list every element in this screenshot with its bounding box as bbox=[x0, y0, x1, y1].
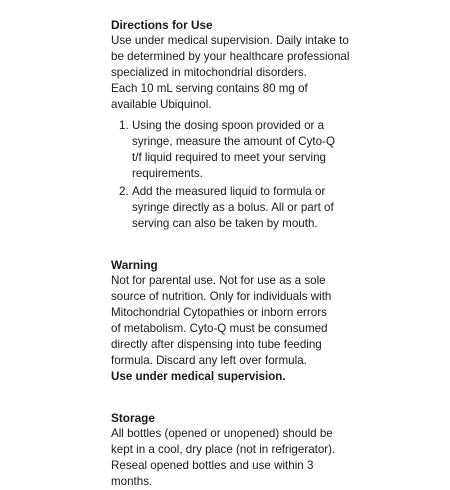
storage-line: kept in a cool, dry place (not in refrigerator). bbox=[111, 443, 336, 456]
step-number: 1. bbox=[119, 119, 129, 132]
step-line: Add the measured liquid to formula or bbox=[132, 185, 326, 198]
warning-heading: Warning bbox=[111, 258, 158, 272]
directions-intro bbox=[111, 33, 361, 113]
step-line: Using the dosing spoon provided or a bbox=[132, 119, 325, 132]
directions-step-1 bbox=[111, 118, 361, 182]
storage-line: Reseal opened bottles and use within 3 bbox=[111, 459, 314, 472]
step-line: syringe directly as a bolus. All or part of bbox=[132, 201, 334, 214]
label-text-panel bbox=[111, 17, 361, 490]
warning-line: Not for parental use. Not for use as a sole bbox=[111, 274, 326, 287]
storage-section bbox=[111, 410, 361, 490]
step-line: serving can also be taken by mouth. bbox=[132, 217, 318, 230]
directions-intro-line: be determined by your healthcare professional bbox=[111, 50, 350, 63]
warning-line: source of nutrition. Only for individuals with bbox=[111, 290, 332, 303]
warning-section bbox=[111, 257, 361, 385]
storage-heading: Storage bbox=[111, 411, 155, 425]
directions-heading: Directions for Use bbox=[111, 18, 213, 32]
warning-line: directly after dispensing into tube feeding bbox=[111, 338, 322, 351]
warning-line: formula. Discard any left over formula. bbox=[111, 354, 307, 367]
step-line: requirements. bbox=[132, 167, 203, 180]
warning-line: Mitochondrial Cytopathies or inborn errors bbox=[111, 306, 327, 319]
directions-intro-line: specialized in mitochondrial disorders. bbox=[111, 66, 307, 79]
step-number: 2. bbox=[119, 185, 129, 198]
warning-line: of metabolism. Cyto-Q must be consumed bbox=[111, 322, 328, 335]
step-line: syringe, measure the amount of Cyto-Q bbox=[132, 135, 335, 148]
directions-intro-line: Use under medical supervision. Daily intake to bbox=[111, 34, 349, 47]
storage-line: months. bbox=[111, 475, 153, 488]
warning-emphasis: Use under medical supervision. bbox=[111, 370, 286, 383]
directions-intro-line: available Ubiquinol. bbox=[111, 98, 212, 111]
storage-line: All bottles (opened or unopened) should be bbox=[111, 427, 333, 440]
directions-intro-line: Each 10 mL serving contains 80 mg of bbox=[111, 82, 308, 95]
directions-step-2 bbox=[111, 184, 361, 232]
directions-steps-list bbox=[111, 118, 361, 232]
directions-section bbox=[111, 17, 361, 232]
step-line: t/f liquid required to meet your serving bbox=[132, 151, 326, 164]
